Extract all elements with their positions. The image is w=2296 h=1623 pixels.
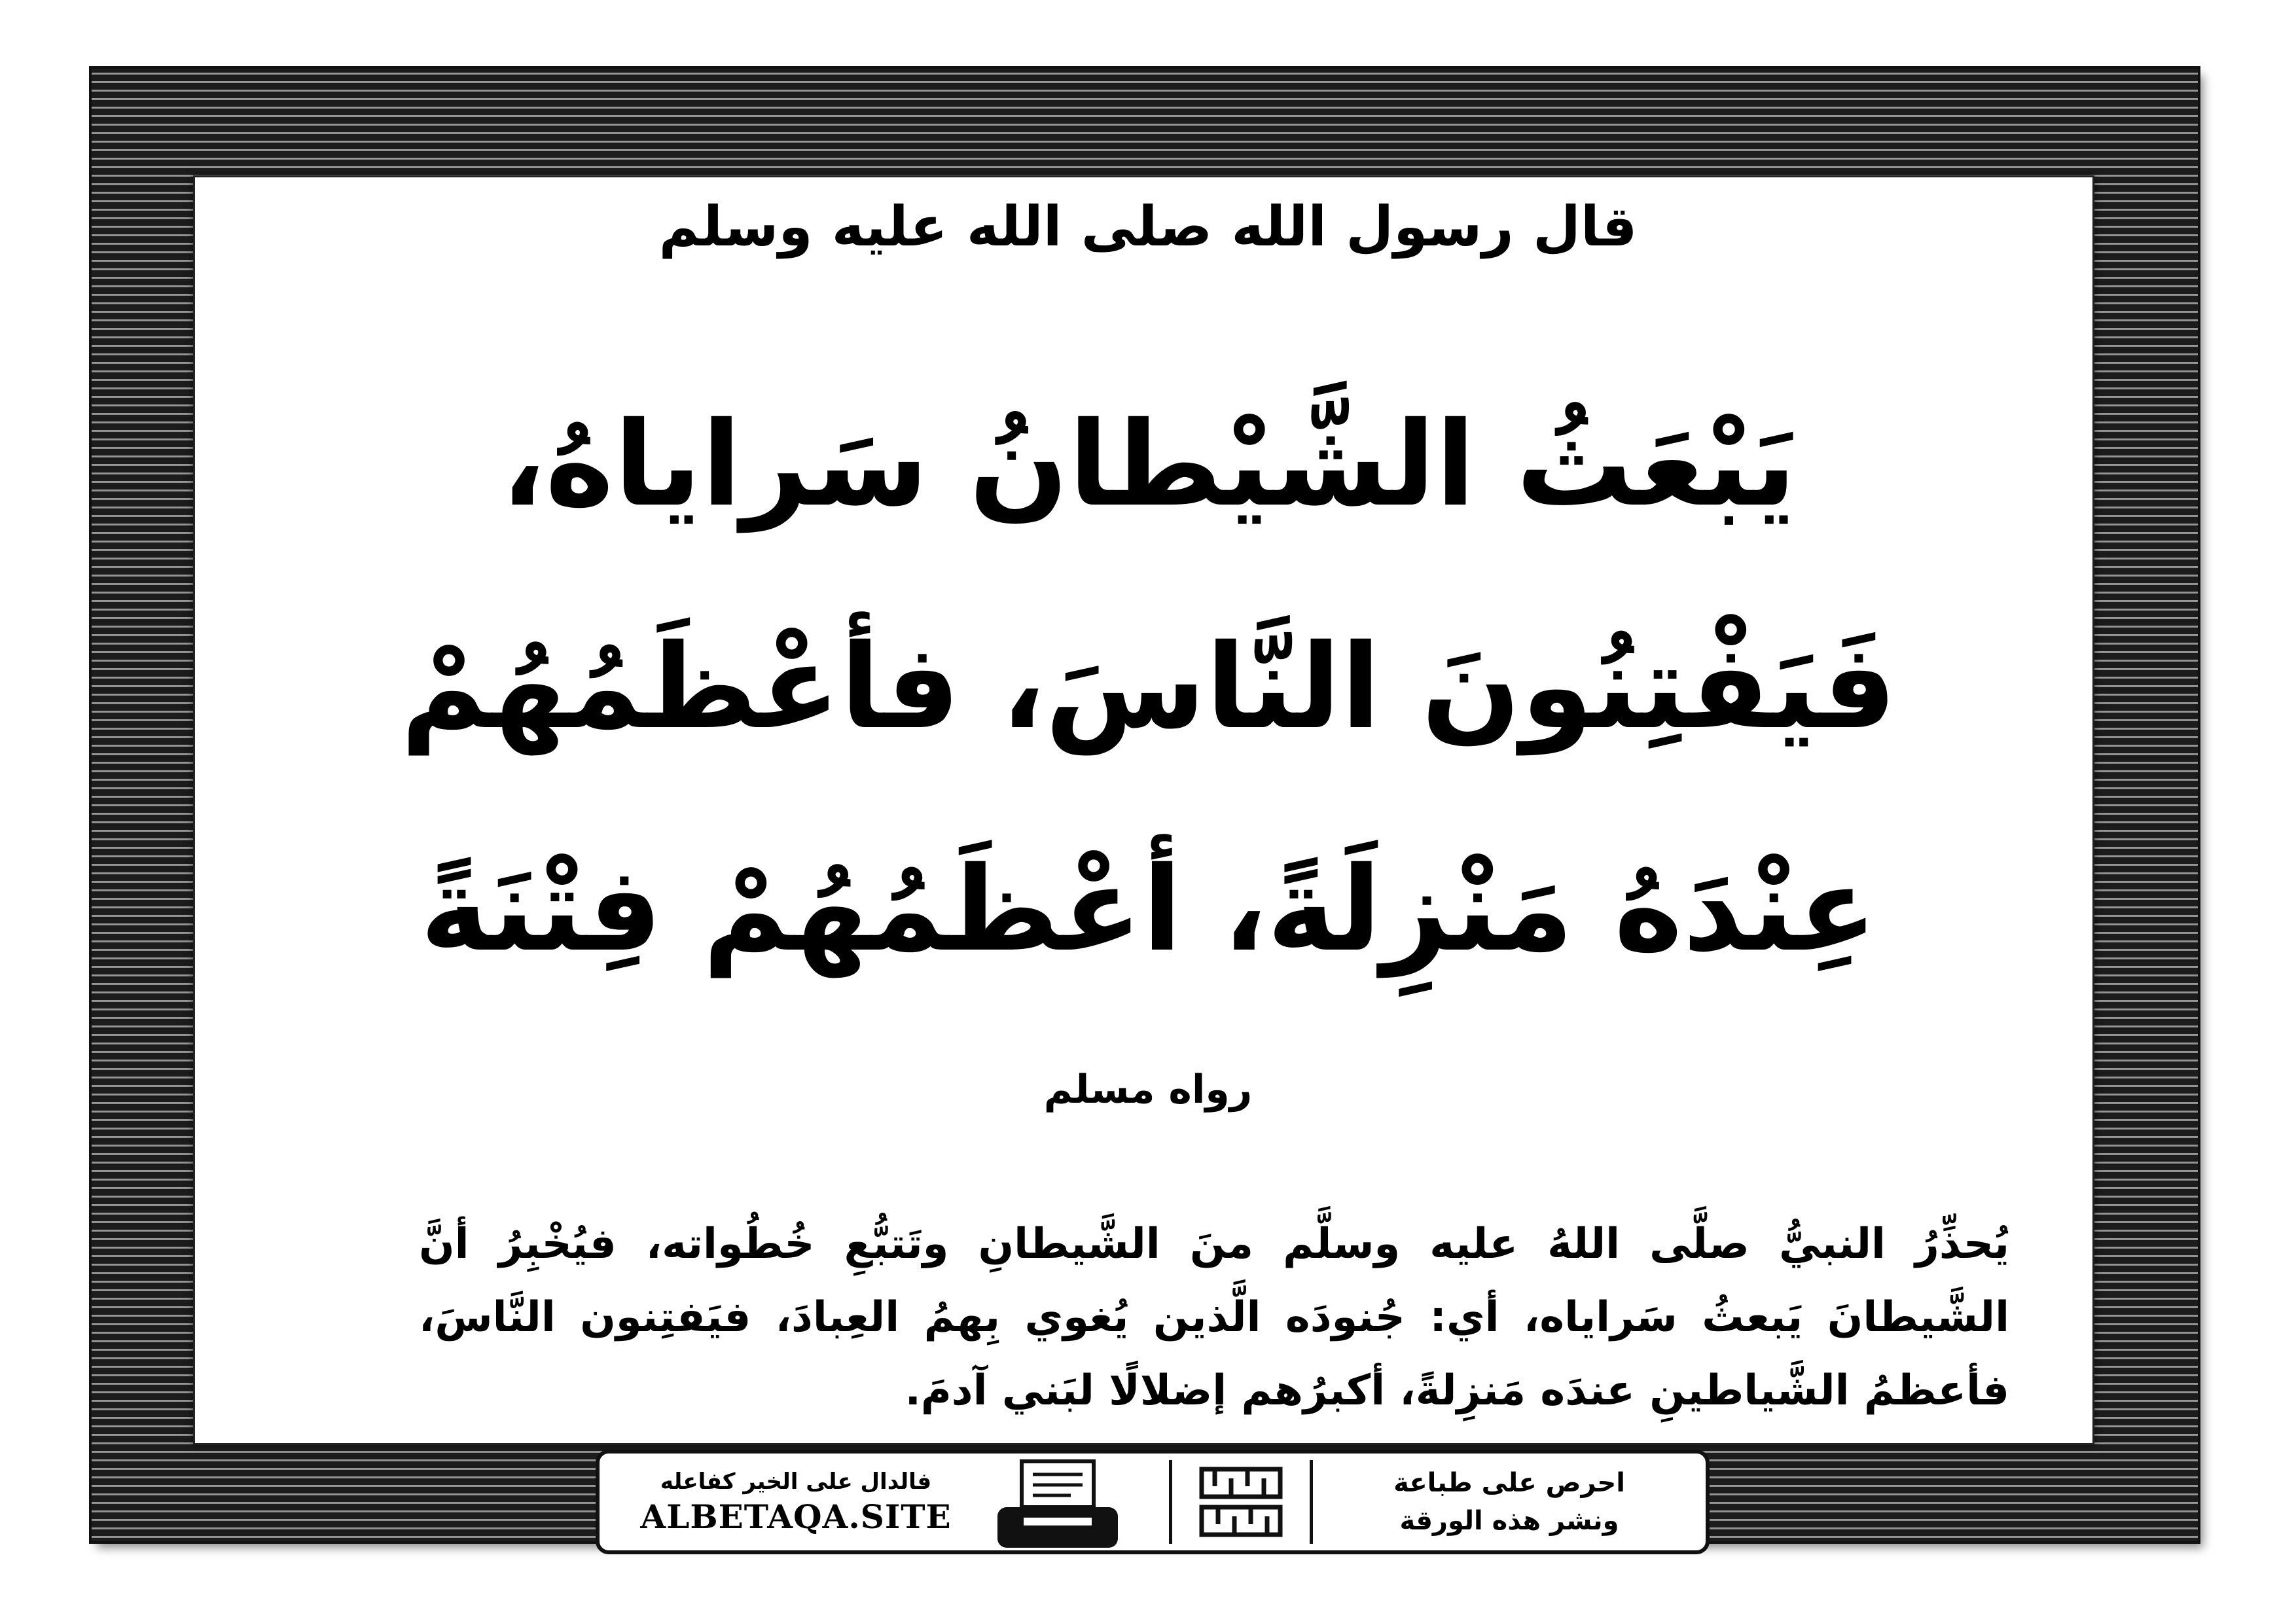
site-block [600, 1454, 1162, 1550]
reminder-line-1: احرص على طباعة [1393, 1468, 1625, 1498]
hadith-text: يَبْعَثُ الشَّيْطانُ سَراياهُ، فَيَفْتِنُونَ النَّاسَ، فأعْظَمُهُمْ عِنْدَهُ مَنْزِلَةً، أعْظَمُهُمْ فِتْنَةً [401, 397, 1897, 977]
printer-icon [992, 1459, 1123, 1550]
site-url[interactable]: ALBETAQA.SITE [640, 1497, 952, 1536]
footer-bar [596, 1450, 1710, 1554]
reminder-line-2: ونشر هذه الورقة [1399, 1506, 1619, 1536]
logo-mark [1195, 1463, 1287, 1541]
site-tagline: فالدال على الخير كفاعله [660, 1468, 932, 1495]
intro-heading: قال رسول الله صلى الله عليه وسلم [658, 194, 1638, 259]
print-reminder [1313, 1454, 1706, 1550]
daawa-warqa-logo [1169, 1460, 1313, 1544]
explanation-paragraph: يُحذِّرُ النبيُّ صلَّى اللهُ عليه وسلَّم منَ الشَّيطانِ وتَتبُّعِ خُطُواته، فيُخْبِرُ أنَّ الشَّيطانَ يَبعثُ سَراياه، أي: جُنودَه الَّذين يُغوي بِهمُ العِبادَ، فيَفتِنون النَّاسَ، فأعظمُ الشَّياطينِ عندَه مَنزِلةً، أكبرُهم إضلالًا لبَني آدمَ. [419, 1220, 2009, 1415]
hadith-source: رواه مسلم [1043, 1067, 1253, 1113]
